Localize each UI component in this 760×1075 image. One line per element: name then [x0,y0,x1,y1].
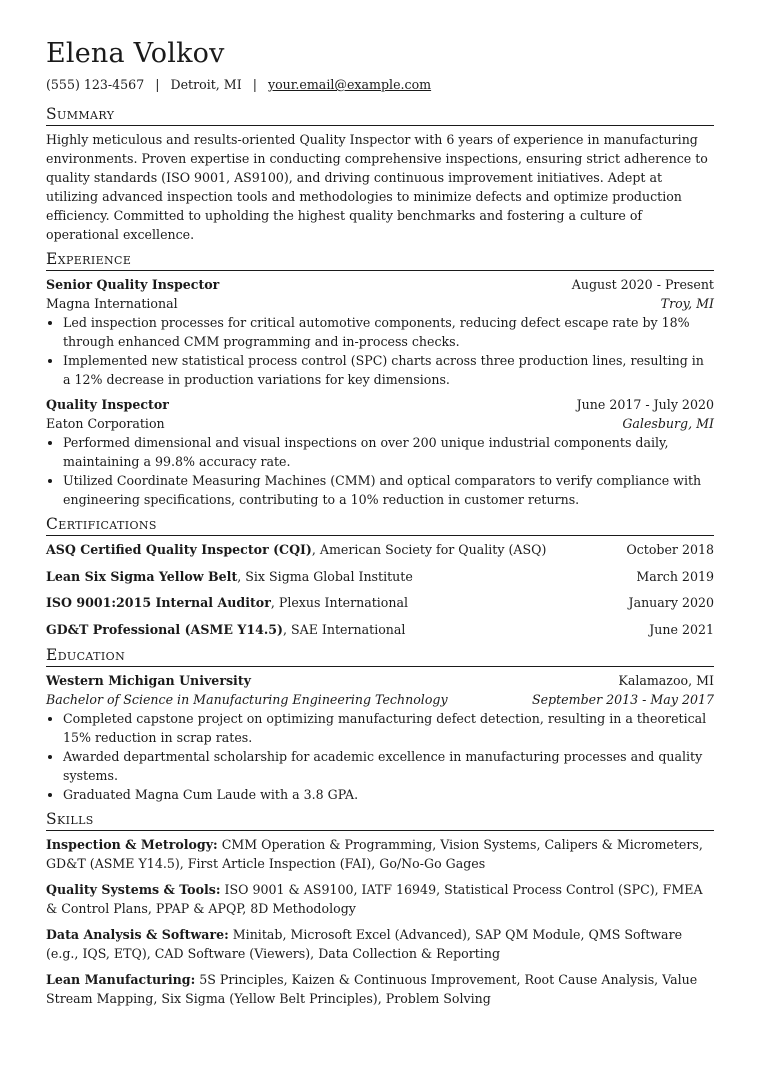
education-heading: Education [46,646,714,667]
skill-list: CMM Operation & Programming, Vision Systems, Calipers & Micrometers, GD&T (ASME Y14.5), First Article Inspection (FAI), Go/No-Go Gages [46,837,703,871]
summary-heading: Summary [46,105,714,126]
skill-label: Inspection & Metrology: [46,837,218,852]
certification-name: Lean Six Sigma Yellow Belt [46,568,238,584]
job-location: Troy, MI [660,296,714,311]
experience-heading: Experience [46,250,714,271]
skill-label: Quality Systems & Tools: [46,882,221,897]
school-name: Western Michigan University [46,673,251,688]
summary-text: Highly meticulous and results-oriented Quality Inspector with 6 years of experience in manufacturing environments. Proven expertise in conducting comprehensive inspections, ensuring strict adherence to quality standards (ISO 9001, AS9100), and driving continuous improvement initiatives. Adept at utilizing advanced inspection tools and methodologies to minimize defects and optimize production efficiency. Committed to upholding the highest quality benchmarks and fostering a culture of operational excellence. [46,132,708,242]
certification-issuer: , SAE International [282,621,406,637]
school-location: Kalamazoo, MI [618,673,714,688]
skill-list: 5S Principles, Kaizen & Continuous Improvement, Root Cause Analysis, Value Stream Mapping, Six Sigma (Yellow Belt Principles), Problem Solving [46,972,698,1006]
job-dates: August 2020 - Present [571,277,714,292]
job-bullets [46,313,714,389]
certification-name: ISO 9001:2015 Internal Auditor [46,595,271,610]
job-entry [46,395,714,509]
location: Detroit, MI [170,77,242,92]
job-bullet: • Led inspection processes for critical automotive components, reducing defect escape rate by 18% through enhanced CMM programming and in-process checks. [63,313,714,351]
certification-date: March 2019 [636,568,714,584]
job-company: Magna International [46,296,178,311]
certifications-section [46,515,714,639]
job-bullet: • Implemented new statistical process control (SPC) charts across three production lines, resulting in a 12% decrease in production variations for key dimensions. [63,351,714,389]
phone-number: (555) 123-4567 [46,77,145,92]
job-role: Senior Quality Inspector [46,277,220,292]
certification-date: January 2020 [628,595,714,610]
skill-group [46,880,714,918]
certification-entry [46,593,714,612]
contact-line [46,76,714,94]
certification-entry [46,620,714,639]
certification-name: GD&T Professional (ASME Y14.5) [46,621,283,637]
skill-label: Lean Manufacturing: [46,972,196,987]
skill-group [46,835,714,873]
contact-separator: | [155,77,160,92]
certification-issuer: , American Society for Quality (ASQ) [311,542,547,557]
education-section [46,646,714,804]
certification-entry [46,567,714,586]
skills-heading: Skills [46,810,714,831]
education-bullet: • Awarded departmental scholarship for academic excellence in manufacturing processes and quality systems. [63,747,714,785]
skills-section [46,810,714,1008]
certifications-heading: Certifications [46,515,714,536]
summary-section [46,105,714,244]
certification-date: June 2021 [649,621,714,637]
certification-name: ASQ Certified Quality Inspector (CQI) [46,542,312,557]
job-location: Galesburg, MI [622,416,714,431]
job-role: Quality Inspector [46,397,169,412]
education-bullets [46,709,714,804]
job-bullet: • Performed dimensional and visual inspections on over 200 unique industrial components daily, maintaining a 99.8% accuracy rate. [63,433,714,471]
experience-section [46,250,714,509]
certification-date: October 2018 [626,542,714,557]
skill-group [46,970,714,1008]
skill-label: Data Analysis & Software: [46,927,229,942]
job-bullet: • Utilized Coordinate Measuring Machines (CMM) and optical comparators to verify compliance with engineering specifications, contributing to a 10% reduction in customer returns. [63,471,714,509]
education-bullet: • Completed capstone project on optimizing manufacturing defect detection, resulting in a theoretical 15% reduction in scrap rates. [63,709,714,747]
contact-separator: | [252,77,257,92]
certification-entry [46,540,714,559]
job-company: Eaton Corporation [46,416,165,431]
certification-issuer: , Plexus International [270,595,409,610]
certification-issuer: , Six Sigma Global Institute [237,568,413,584]
degree-name: Bachelor of Science in Manufacturing Engineering Technology [46,692,448,707]
education-dates: September 2013 - May 2017 [531,692,714,707]
skill-list: Minitab, Microsoft Excel (Advanced), SAP QM Module, QMS Software (e.g., IQS, ETQ), CAD Software (Viewers), Data Collection & Reporting [46,927,683,961]
job-entry [46,275,714,389]
job-dates: June 2017 - July 2020 [576,397,714,412]
candidate-name: Elena Volkov [46,38,225,69]
email-link[interactable]: your.email@example.com [267,77,432,92]
job-bullets [46,433,714,509]
skill-group [46,925,714,963]
skill-list: ISO 9001 & AS9100, IATF 16949, Statistical Process Control (SPC), FMEA & Control Plans, PPAP & APQP, 8D Methodology [46,882,703,916]
education-bullet: • Graduated Magna Cum Laude with a 3.8 GPA. [63,785,714,804]
